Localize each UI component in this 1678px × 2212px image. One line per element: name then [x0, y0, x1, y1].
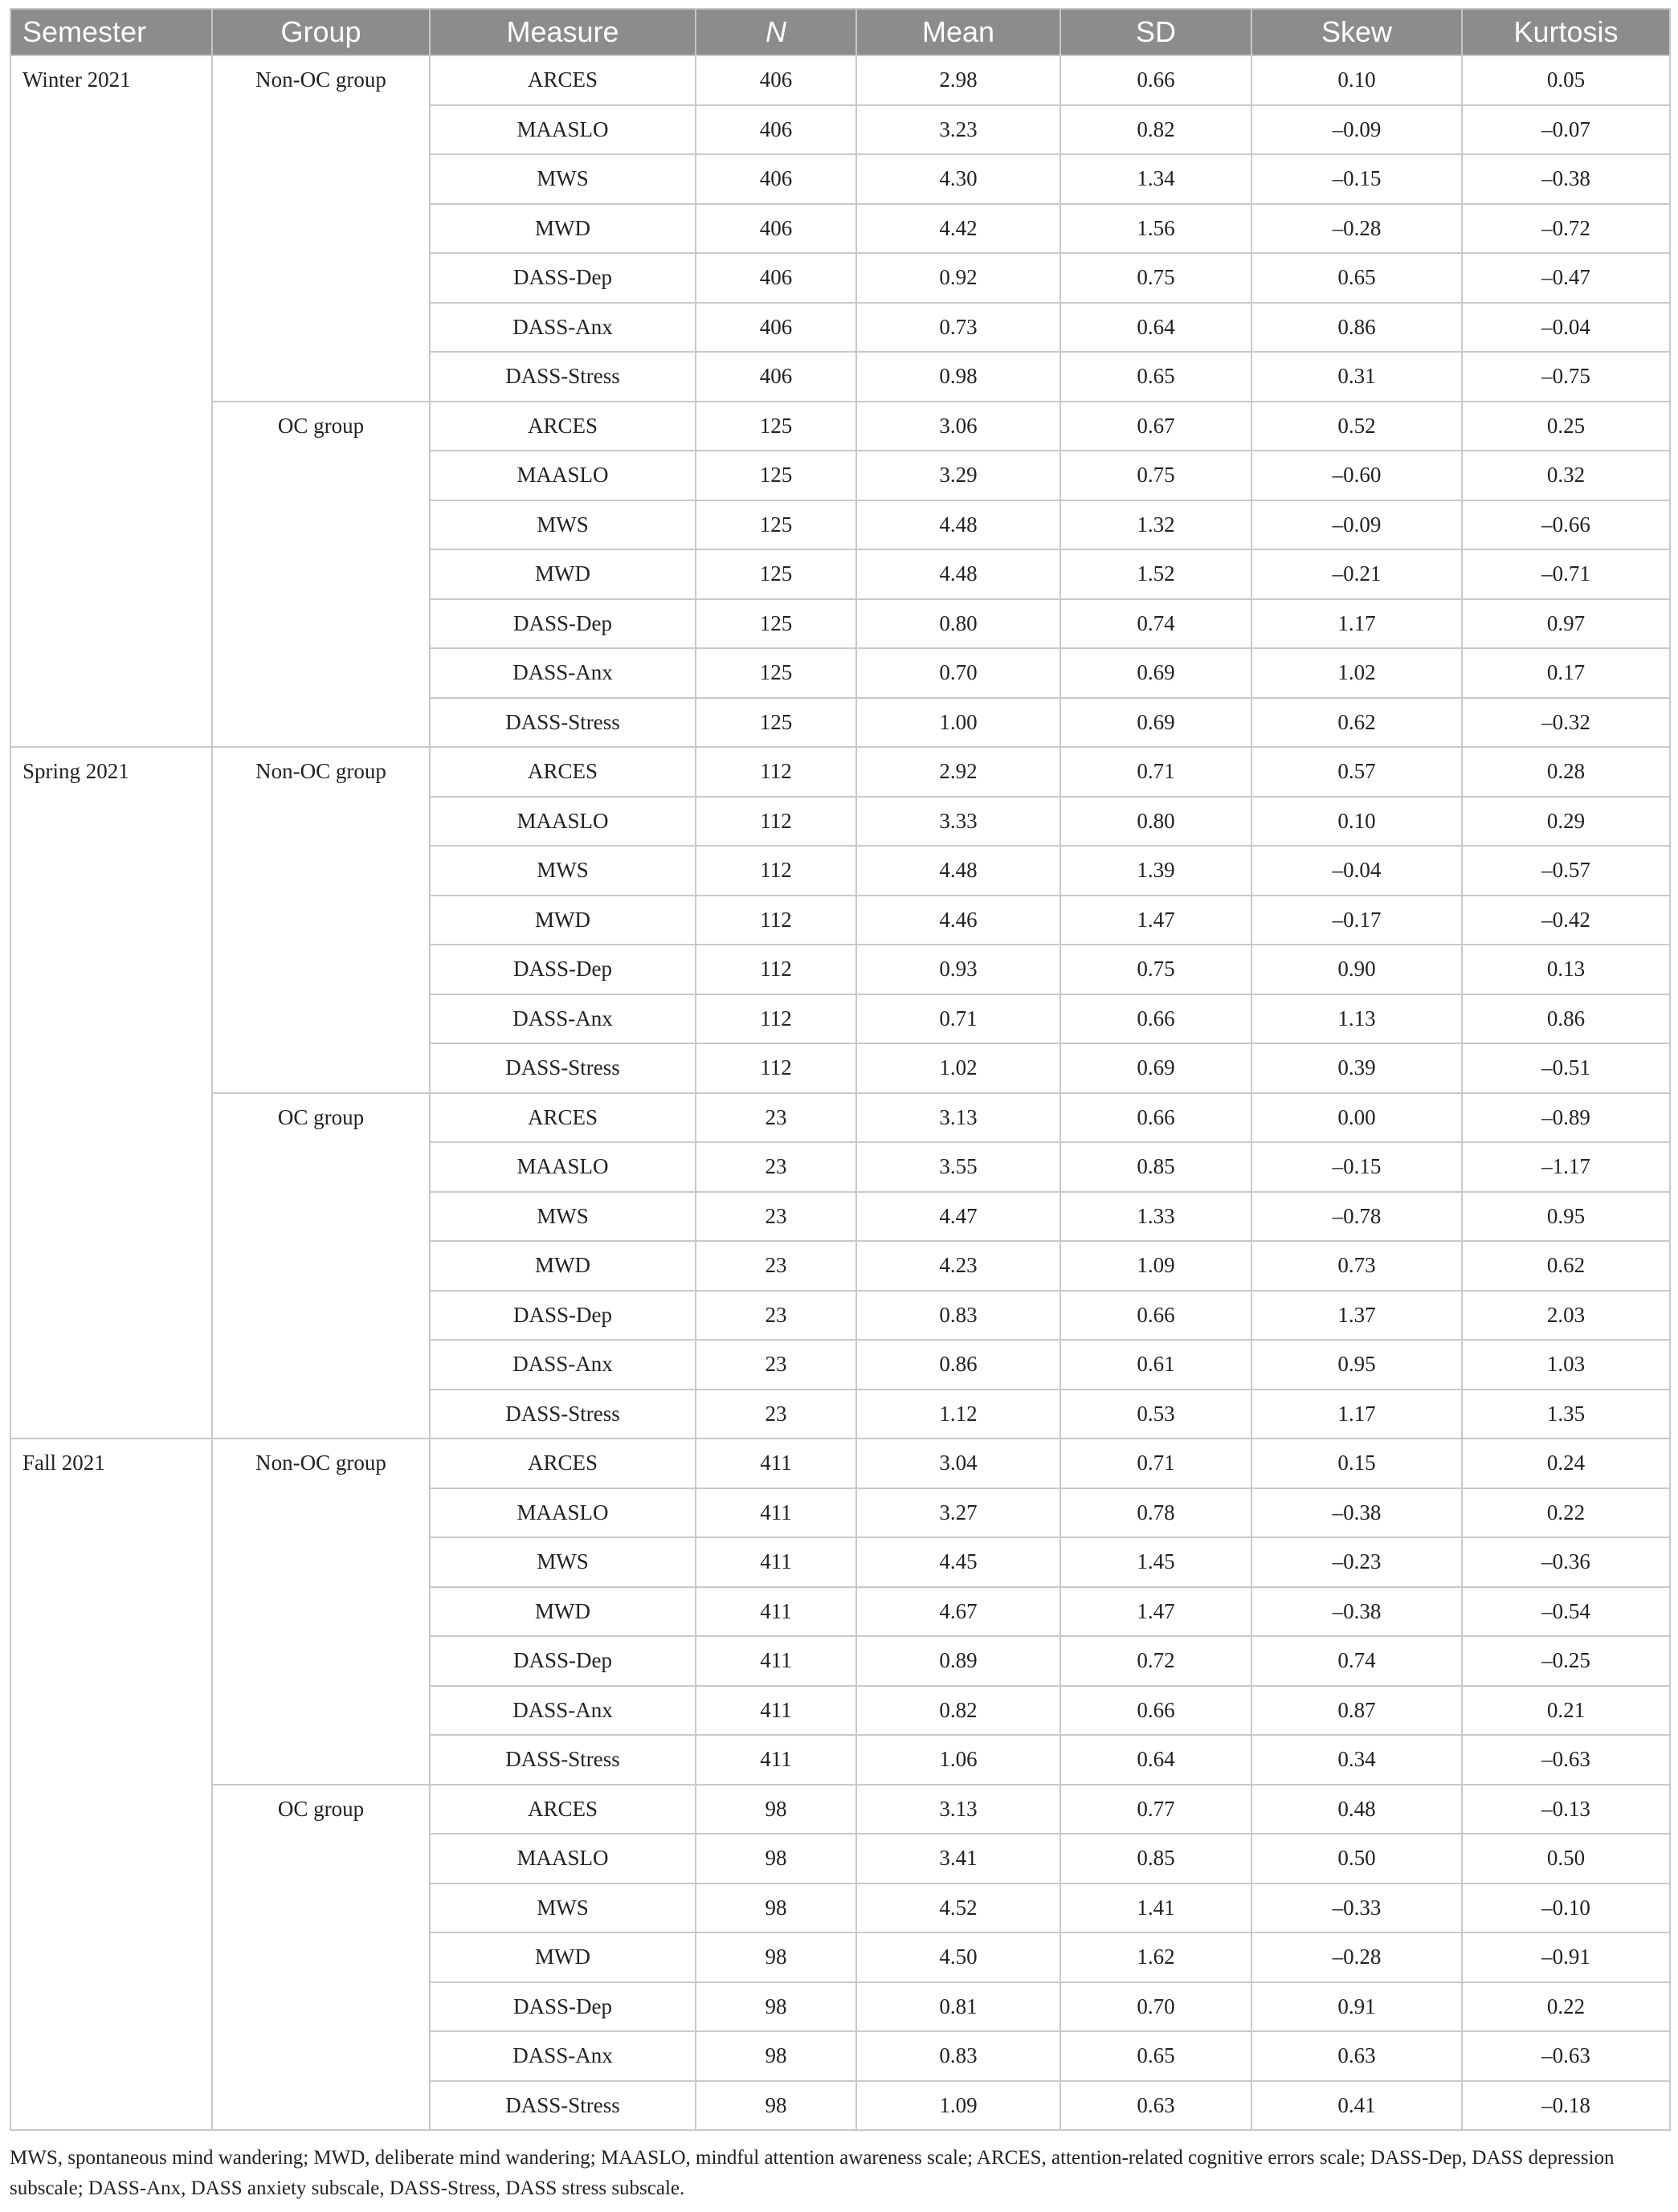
measure-cell: DASS-Stress: [430, 1043, 696, 1093]
table-row: [10, 402, 1670, 451]
measure-cell: MAASLO: [430, 797, 696, 847]
mean-cell: 4.50: [856, 1932, 1060, 1982]
mean-cell: 3.13: [856, 1093, 1060, 1143]
measure-cell: DASS-Anx: [430, 1340, 696, 1390]
measure-cell: ARCES: [430, 402, 696, 451]
mean-cell: 2.98: [856, 55, 1060, 105]
skew-cell: 0.62: [1251, 698, 1462, 748]
skew-cell: 0.90: [1251, 945, 1462, 994]
mean-cell: 4.52: [856, 1883, 1060, 1933]
sd-cell: 1.52: [1060, 549, 1251, 599]
skew-cell: 0.57: [1251, 747, 1462, 797]
measure-cell: DASS-Dep: [430, 1291, 696, 1341]
skew-cell: 0.10: [1251, 797, 1462, 847]
n-cell: 406: [696, 253, 856, 303]
skew-cell: 0.00: [1251, 1093, 1462, 1143]
sd-cell: 0.72: [1060, 1636, 1251, 1686]
kurtosis-cell: –0.91: [1462, 1932, 1670, 1982]
table-row: [10, 55, 1670, 105]
sd-cell: 0.71: [1060, 747, 1251, 797]
sd-cell: 0.80: [1060, 797, 1251, 847]
skew-cell: 1.02: [1251, 648, 1462, 698]
skew-cell: 0.52: [1251, 402, 1462, 451]
skew-cell: 0.41: [1251, 2081, 1462, 2131]
measure-cell: MWS: [430, 846, 696, 896]
sd-cell: 0.75: [1060, 945, 1251, 994]
kurtosis-cell: 0.28: [1462, 747, 1670, 797]
sd-cell: 1.56: [1060, 204, 1251, 254]
n-cell: 411: [696, 1488, 856, 1538]
skew-cell: 0.87: [1251, 1686, 1462, 1736]
kurtosis-cell: 0.32: [1462, 451, 1670, 500]
mean-cell: 0.73: [856, 303, 1060, 353]
mean-cell: 3.23: [856, 105, 1060, 155]
skew-cell: 0.73: [1251, 1241, 1462, 1291]
descriptive-statistics-table: [10, 8, 1671, 2131]
skew-cell: –0.38: [1251, 1587, 1462, 1637]
skew-cell: 0.74: [1251, 1636, 1462, 1686]
sd-cell: 1.62: [1060, 1932, 1251, 1982]
mean-cell: 0.98: [856, 352, 1060, 402]
table-footnote: MWS, spontaneous mind wandering; MWD, deliberate mind wandering; MAASLO, mindful attention awareness scale; ARCES, attention-related cognitive errors scale; DASS-Dep, DASS depression subscale; DASS-Anx, DASS anxiety subscale, DASS-Stress, DASS stress subscale.: [10, 2147, 1615, 2199]
sd-cell: 0.69: [1060, 698, 1251, 748]
measure-cell: ARCES: [430, 55, 696, 105]
measure-cell: MAASLO: [430, 1834, 696, 1883]
kurtosis-cell: 1.35: [1462, 1390, 1670, 1439]
header-n: N: [696, 9, 856, 55]
measure-cell: MWD: [430, 896, 696, 945]
kurtosis-cell: –0.10: [1462, 1883, 1670, 1933]
mean-cell: 0.89: [856, 1636, 1060, 1686]
mean-cell: 4.48: [856, 500, 1060, 550]
sd-cell: 0.66: [1060, 1093, 1251, 1143]
n-cell: 112: [696, 994, 856, 1044]
n-cell: 411: [696, 1735, 856, 1785]
kurtosis-cell: 0.13: [1462, 945, 1670, 994]
measure-cell: MAASLO: [430, 1488, 696, 1538]
mean-cell: 0.93: [856, 945, 1060, 994]
kurtosis-cell: –0.32: [1462, 698, 1670, 748]
n-cell: 125: [696, 698, 856, 748]
kurtosis-cell: –0.04: [1462, 303, 1670, 353]
measure-cell: ARCES: [430, 747, 696, 797]
measure-cell: DASS-Stress: [430, 2081, 696, 2131]
kurtosis-cell: 0.97: [1462, 599, 1670, 649]
measure-cell: MWS: [430, 154, 696, 204]
mean-cell: 1.09: [856, 2081, 1060, 2131]
sd-cell: 0.65: [1060, 2031, 1251, 2081]
skew-cell: –0.15: [1251, 154, 1462, 204]
mean-cell: 0.82: [856, 1686, 1060, 1736]
kurtosis-cell: –0.42: [1462, 896, 1670, 945]
measure-cell: DASS-Dep: [430, 1636, 696, 1686]
table-row: [10, 1439, 1670, 1488]
group-cell: Non-OC group: [212, 747, 430, 1093]
sd-cell: 1.39: [1060, 846, 1251, 896]
measure-cell: DASS-Anx: [430, 1686, 696, 1736]
measure-cell: ARCES: [430, 1785, 696, 1834]
n-cell: 406: [696, 154, 856, 204]
n-cell: 98: [696, 1834, 856, 1883]
header-skew: Skew: [1251, 9, 1462, 55]
mean-cell: 1.02: [856, 1043, 1060, 1093]
kurtosis-cell: –0.25: [1462, 1636, 1670, 1686]
mean-cell: 0.81: [856, 1982, 1060, 2032]
kurtosis-cell: 0.25: [1462, 402, 1670, 451]
mean-cell: 3.04: [856, 1439, 1060, 1488]
sd-cell: 0.65: [1060, 352, 1251, 402]
sd-cell: 1.34: [1060, 154, 1251, 204]
kurtosis-cell: –0.18: [1462, 2081, 1670, 2131]
n-cell: 125: [696, 648, 856, 698]
n-cell: 112: [696, 1043, 856, 1093]
measure-cell: MAASLO: [430, 1142, 696, 1192]
mean-cell: 0.71: [856, 994, 1060, 1044]
skew-cell: –0.78: [1251, 1192, 1462, 1242]
measure-cell: MWD: [430, 1932, 696, 1982]
kurtosis-cell: –0.75: [1462, 352, 1670, 402]
kurtosis-cell: –0.54: [1462, 1587, 1670, 1637]
mean-cell: 0.92: [856, 253, 1060, 303]
n-cell: 125: [696, 599, 856, 649]
sd-cell: 0.66: [1060, 1291, 1251, 1341]
mean-cell: 0.70: [856, 648, 1060, 698]
kurtosis-cell: 0.22: [1462, 1982, 1670, 2032]
measure-cell: ARCES: [430, 1093, 696, 1143]
mean-cell: 4.67: [856, 1587, 1060, 1637]
measure-cell: MWD: [430, 1587, 696, 1637]
descriptive-statistics-table-container: [10, 8, 1669, 2131]
header-measure: Measure: [430, 9, 696, 55]
sd-cell: 0.77: [1060, 1785, 1251, 1834]
header-row: [10, 9, 1670, 55]
table-row: [10, 1785, 1670, 1834]
sd-cell: 0.70: [1060, 1982, 1251, 2032]
n-cell: 23: [696, 1291, 856, 1341]
table-body: [10, 55, 1670, 2130]
measure-cell: MWD: [430, 204, 696, 254]
measure-cell: MWS: [430, 1883, 696, 1933]
measure-cell: DASS-Dep: [430, 599, 696, 649]
measure-cell: DASS-Dep: [430, 1982, 696, 2032]
sd-cell: 0.69: [1060, 648, 1251, 698]
skew-cell: 0.48: [1251, 1785, 1462, 1834]
measure-cell: DASS-Dep: [430, 253, 696, 303]
n-cell: 98: [696, 1883, 856, 1933]
n-cell: 112: [696, 747, 856, 797]
kurtosis-cell: 0.50: [1462, 1834, 1670, 1883]
n-cell: 411: [696, 1636, 856, 1686]
kurtosis-cell: 0.21: [1462, 1686, 1670, 1736]
n-cell: 23: [696, 1241, 856, 1291]
n-cell: 411: [696, 1439, 856, 1488]
skew-cell: 0.39: [1251, 1043, 1462, 1093]
sd-cell: 0.64: [1060, 303, 1251, 353]
mean-cell: 3.13: [856, 1785, 1060, 1834]
table-header: [10, 9, 1670, 55]
sd-cell: 0.67: [1060, 402, 1251, 451]
sd-cell: 0.82: [1060, 105, 1251, 155]
mean-cell: 4.23: [856, 1241, 1060, 1291]
n-cell: 112: [696, 797, 856, 847]
measure-cell: MWD: [430, 549, 696, 599]
n-cell: 125: [696, 549, 856, 599]
kurtosis-cell: 0.24: [1462, 1439, 1670, 1488]
n-cell: 411: [696, 1537, 856, 1587]
sd-cell: 0.85: [1060, 1834, 1251, 1883]
kurtosis-cell: –0.07: [1462, 105, 1670, 155]
sd-cell: 0.53: [1060, 1390, 1251, 1439]
kurtosis-cell: 0.86: [1462, 994, 1670, 1044]
kurtosis-cell: –0.89: [1462, 1093, 1670, 1143]
semester-cell: Winter 2021: [10, 55, 212, 747]
sd-cell: 1.41: [1060, 1883, 1251, 1933]
group-cell: Non-OC group: [212, 55, 430, 402]
mean-cell: 3.55: [856, 1142, 1060, 1192]
mean-cell: 4.42: [856, 204, 1060, 254]
kurtosis-cell: 0.62: [1462, 1241, 1670, 1291]
mean-cell: 0.83: [856, 1291, 1060, 1341]
skew-cell: –0.15: [1251, 1142, 1462, 1192]
kurtosis-cell: 2.03: [1462, 1291, 1670, 1341]
header-kurtosis: Kurtosis: [1462, 9, 1670, 55]
skew-cell: –0.38: [1251, 1488, 1462, 1538]
sd-cell: 0.69: [1060, 1043, 1251, 1093]
mean-cell: 1.06: [856, 1735, 1060, 1785]
n-cell: 23: [696, 1192, 856, 1242]
measure-cell: DASS-Stress: [430, 698, 696, 748]
kurtosis-cell: –0.13: [1462, 1785, 1670, 1834]
sd-cell: 0.78: [1060, 1488, 1251, 1538]
sd-cell: 1.47: [1060, 1587, 1251, 1637]
n-cell: 23: [696, 1340, 856, 1390]
measure-cell: DASS-Stress: [430, 352, 696, 402]
measure-cell: DASS-Anx: [430, 2031, 696, 2081]
sd-cell: 0.61: [1060, 1340, 1251, 1390]
mean-cell: 1.00: [856, 698, 1060, 748]
sd-cell: 0.75: [1060, 253, 1251, 303]
mean-cell: 3.06: [856, 402, 1060, 451]
skew-cell: –0.17: [1251, 896, 1462, 945]
skew-cell: –0.21: [1251, 549, 1462, 599]
kurtosis-cell: –0.72: [1462, 204, 1670, 254]
group-cell: OC group: [212, 402, 430, 748]
measure-cell: DASS-Dep: [430, 945, 696, 994]
kurtosis-cell: 1.03: [1462, 1340, 1670, 1390]
mean-cell: 3.27: [856, 1488, 1060, 1538]
mean-cell: 4.48: [856, 846, 1060, 896]
measure-cell: MWS: [430, 1192, 696, 1242]
skew-cell: –0.09: [1251, 500, 1462, 550]
n-cell: 98: [696, 1785, 856, 1834]
n-cell: 23: [696, 1093, 856, 1143]
n-cell: 98: [696, 1932, 856, 1982]
sd-cell: 0.85: [1060, 1142, 1251, 1192]
mean-cell: 4.45: [856, 1537, 1060, 1587]
kurtosis-cell: –0.38: [1462, 154, 1670, 204]
semester-cell: Fall 2021: [10, 1439, 212, 2130]
n-cell: 125: [696, 500, 856, 550]
skew-cell: 0.95: [1251, 1340, 1462, 1390]
table-row: [10, 747, 1670, 797]
sd-cell: 0.64: [1060, 1735, 1251, 1785]
kurtosis-cell: –1.17: [1462, 1142, 1670, 1192]
mean-cell: 0.80: [856, 599, 1060, 649]
measure-cell: DASS-Stress: [430, 1735, 696, 1785]
n-cell: 112: [696, 945, 856, 994]
sd-cell: 0.66: [1060, 994, 1251, 1044]
mean-cell: 2.92: [856, 747, 1060, 797]
kurtosis-cell: –0.66: [1462, 500, 1670, 550]
kurtosis-cell: 0.95: [1462, 1192, 1670, 1242]
skew-cell: 0.91: [1251, 1982, 1462, 2032]
n-cell: 98: [696, 1982, 856, 2032]
sd-cell: 0.71: [1060, 1439, 1251, 1488]
group-cell: OC group: [212, 1093, 430, 1439]
sd-cell: 0.74: [1060, 599, 1251, 649]
sd-cell: 1.47: [1060, 896, 1251, 945]
n-cell: 411: [696, 1587, 856, 1637]
header-sd: SD: [1060, 9, 1251, 55]
n-cell: 23: [696, 1142, 856, 1192]
skew-cell: 1.17: [1251, 599, 1462, 649]
n-cell: 125: [696, 402, 856, 451]
skew-cell: –0.28: [1251, 1932, 1462, 1982]
kurtosis-cell: 0.05: [1462, 55, 1670, 105]
mean-cell: 0.83: [856, 2031, 1060, 2081]
skew-cell: 1.13: [1251, 994, 1462, 1044]
sd-cell: 0.63: [1060, 2081, 1251, 2131]
skew-cell: 0.34: [1251, 1735, 1462, 1785]
mean-cell: 4.46: [856, 896, 1060, 945]
measure-cell: DASS-Stress: [430, 1390, 696, 1439]
measure-cell: ARCES: [430, 1439, 696, 1488]
sd-cell: 1.32: [1060, 500, 1251, 550]
sd-cell: 1.33: [1060, 1192, 1251, 1242]
n-cell: 406: [696, 352, 856, 402]
skew-cell: –0.09: [1251, 105, 1462, 155]
mean-cell: 0.86: [856, 1340, 1060, 1390]
group-cell: OC group: [212, 1785, 430, 2131]
n-cell: 411: [696, 1686, 856, 1736]
group-cell: Non-OC group: [212, 1439, 430, 1785]
mean-cell: 4.30: [856, 154, 1060, 204]
measure-cell: MWD: [430, 1241, 696, 1291]
kurtosis-cell: –0.57: [1462, 846, 1670, 896]
skew-cell: 0.50: [1251, 1834, 1462, 1883]
semester-cell: Spring 2021: [10, 747, 212, 1439]
sd-cell: 0.75: [1060, 451, 1251, 500]
n-cell: 98: [696, 2081, 856, 2131]
skew-cell: –0.23: [1251, 1537, 1462, 1587]
n-cell: 406: [696, 303, 856, 353]
mean-cell: 1.12: [856, 1390, 1060, 1439]
mean-cell: 4.48: [856, 549, 1060, 599]
header-semester: Semester: [10, 9, 212, 55]
skew-cell: 0.10: [1251, 55, 1462, 105]
n-cell: 23: [696, 1390, 856, 1439]
measure-cell: MAASLO: [430, 105, 696, 155]
sd-cell: 0.66: [1060, 55, 1251, 105]
skew-cell: –0.33: [1251, 1883, 1462, 1933]
measure-cell: DASS-Anx: [430, 994, 696, 1044]
skew-cell: 0.86: [1251, 303, 1462, 353]
kurtosis-cell: –0.63: [1462, 1735, 1670, 1785]
skew-cell: –0.28: [1251, 204, 1462, 254]
n-cell: 125: [696, 451, 856, 500]
header-mean: Mean: [856, 9, 1060, 55]
table-row: [10, 1093, 1670, 1143]
measure-cell: MAASLO: [430, 451, 696, 500]
skew-cell: 0.15: [1251, 1439, 1462, 1488]
n-cell: 406: [696, 204, 856, 254]
skew-cell: 0.65: [1251, 253, 1462, 303]
measure-cell: MWS: [430, 1537, 696, 1587]
n-cell: 112: [696, 896, 856, 945]
n-cell: 98: [696, 2031, 856, 2081]
kurtosis-cell: –0.36: [1462, 1537, 1670, 1587]
mean-cell: 3.41: [856, 1834, 1060, 1883]
measure-cell: DASS-Anx: [430, 303, 696, 353]
skew-cell: 0.63: [1251, 2031, 1462, 2081]
skew-cell: –0.04: [1251, 846, 1462, 896]
mean-cell: 3.29: [856, 451, 1060, 500]
kurtosis-cell: 0.29: [1462, 797, 1670, 847]
measure-cell: MWS: [430, 500, 696, 550]
sd-cell: 0.66: [1060, 1686, 1251, 1736]
skew-cell: –0.60: [1251, 451, 1462, 500]
mean-cell: 4.47: [856, 1192, 1060, 1242]
n-cell: 406: [696, 105, 856, 155]
kurtosis-cell: –0.47: [1462, 253, 1670, 303]
mean-cell: 3.33: [856, 797, 1060, 847]
measure-cell: DASS-Anx: [430, 648, 696, 698]
kurtosis-cell: –0.63: [1462, 2031, 1670, 2081]
sd-cell: 1.09: [1060, 1241, 1251, 1291]
header-group: Group: [212, 9, 430, 55]
kurtosis-cell: –0.71: [1462, 549, 1670, 599]
sd-cell: 1.45: [1060, 1537, 1251, 1587]
kurtosis-cell: –0.51: [1462, 1043, 1670, 1093]
skew-cell: 0.31: [1251, 352, 1462, 402]
n-cell: 406: [696, 55, 856, 105]
skew-cell: 1.17: [1251, 1390, 1462, 1439]
skew-cell: 1.37: [1251, 1291, 1462, 1341]
n-cell: 112: [696, 846, 856, 896]
kurtosis-cell: 0.17: [1462, 648, 1670, 698]
kurtosis-cell: 0.22: [1462, 1488, 1670, 1538]
